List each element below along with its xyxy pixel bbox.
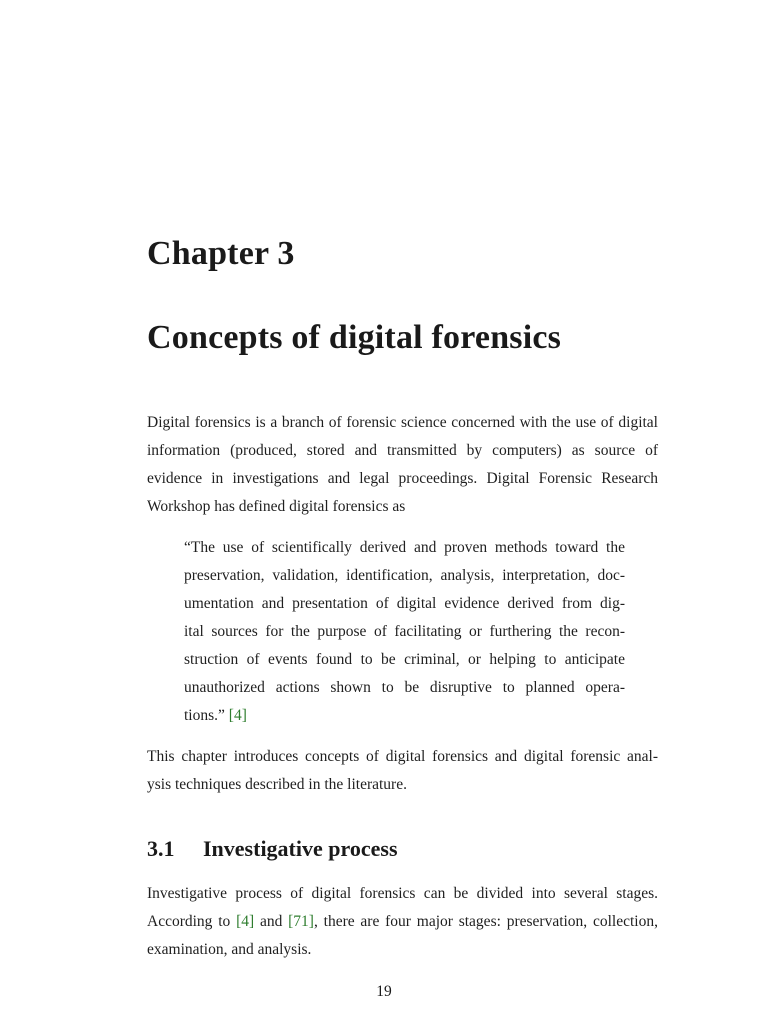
page-number: 19 <box>376 983 392 1000</box>
quote-line: “The use of scientifically derived and proven methods toward the <box>184 539 625 556</box>
chapter-intro-line: ysis techniques described in the literature. <box>147 776 407 793</box>
quote-line: preservation, validation, identification, analysis, interpretation, doc- <box>184 567 625 584</box>
section-paragraph-line: Investigative process of digital forensics can be divided into several stages. <box>147 885 658 902</box>
citation-link[interactable]: [71] <box>288 913 314 930</box>
section-paragraph-line: examination, and analysis. <box>147 941 312 958</box>
section-number: 3.1 <box>147 836 175 861</box>
section-paragraph-line <box>147 912 658 932</box>
chapter-label: Chapter 3 <box>147 235 295 272</box>
quote-line: struction of events found to be criminal, or helping to anticipate <box>184 651 625 668</box>
citation-link[interactable]: [4] <box>228 707 247 724</box>
section-heading <box>147 835 398 863</box>
text-span: and <box>254 913 289 930</box>
quote-line: unauthorized actions shown to be disruptive to planned opera- <box>184 679 625 696</box>
intro-paragraph-line: information (produced, stored and transmitted by computers) as source of <box>147 442 658 459</box>
chapter-title: Concepts of digital forensics <box>147 319 562 356</box>
citation-link[interactable]: [4] <box>236 913 255 930</box>
chapter-intro-line: This chapter introduces concepts of digital forensics and digital forensic anal- <box>147 748 658 765</box>
intro-paragraph-line: Workshop has defined digital forensics as <box>147 498 406 515</box>
quote-last-text: tions.” <box>184 707 229 724</box>
section-title: Investigative process <box>203 836 398 861</box>
intro-paragraph-line: Digital forensics is a branch of forensic science concerned with the use of digital <box>147 414 658 431</box>
text-span: , there are four major stages: preservation, collection, <box>313 913 658 930</box>
intro-paragraph-line: evidence in investigations and legal proceedings. Digital Forensic Research <box>147 470 658 487</box>
quote-line: umentation and presentation of digital evidence derived from dig- <box>184 595 625 612</box>
quote-last-line <box>184 706 625 726</box>
text-span: According to <box>147 913 237 930</box>
quote-line: ital sources for the purpose of facilitating or furthering the recon- <box>184 623 625 640</box>
